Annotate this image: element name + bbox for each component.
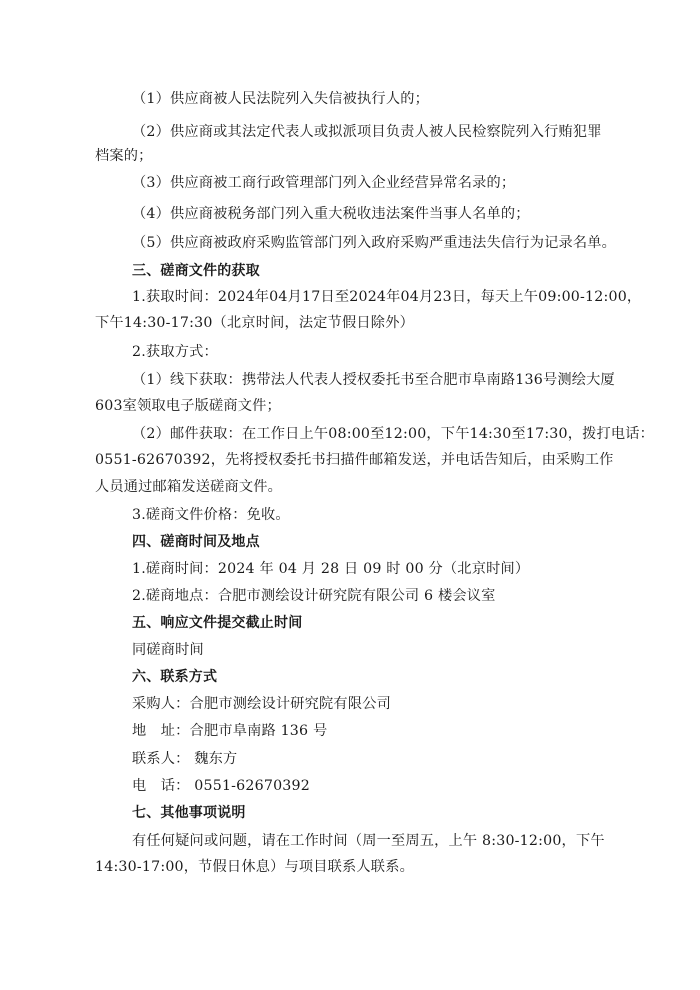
s3-line-4: （1）线下获取：携带法人代表人授权委托书至合肥市阜南路136号测绘大厦 [132,372,615,388]
item-3: （3）供应商被工商行政管理部门列入企业经营异常名录的； [132,175,516,191]
item-2-cont: 档案的； [95,148,153,164]
s3-line-5: 603室领取电子版磋商文件； [95,398,281,414]
item-1: （1）供应商被人民法院列入失信被执行人的； [132,91,429,107]
s3-line-2: 下午14:30-17:30（北京时间，法定节假日除外） [95,315,414,331]
s6-line-3: 联系人： 魏东方 [132,751,238,767]
section-4-title: 四、磋商时间及地点 [132,534,260,550]
s3-line-1: 1.获取时间：2024年04月17日至2024年04月23日，每天上午09:00-12:00， [132,289,642,305]
s3-line-9: 3.磋商文件价格：免收。 [132,507,290,523]
s6-line-1: 采购人：合肥市测绘设计研究院有限公司 [132,696,391,712]
item-2: （2）供应商或其法定代表人或拟派项目负责人被人民检察院列入行贿犯罪 [132,124,602,140]
item-4: （4）供应商被税务部门列入重大税收违法案件当事人名单的； [132,206,530,222]
s3-line-3: 2.获取方式： [132,344,218,360]
s4-line-2: 2.磋商地点：合肥市测绘设计研究院有限公司 6 楼会议室 [132,588,496,604]
s6-line-2: 地 址：合肥市阜南路 136 号 [132,723,328,739]
s6-line-4: 电 话： 0551-62670392 [132,778,310,794]
s5-line-1: 同磋商时间 [132,642,204,658]
s3-line-8: 人员通过邮箱发送磋商文件。 [95,479,283,495]
section-7-title: 七、其他事项说明 [132,805,246,821]
section-3-title: 三、磋商文件的获取 [132,263,260,279]
s4-line-1: 1.磋商时间：2024 年 04 月 28 日 09 时 00 分（北京时间） [132,561,530,577]
s3-line-7: 0551-62670392，先将授权委托书扫描件邮箱发送，并电话告知后，由采购工作 [95,452,614,468]
s7-line-2: 14:30-17:00，节假日休息）与项目联系人联系。 [95,859,414,875]
s3-line-6: （2）邮件获取：在工作日上午08:00至12:00，下午14:30至17:30，拨打电话： [132,426,655,442]
section-6-title: 六、联系方式 [132,669,218,685]
section-5-title: 五、响应文件提交截止时间 [132,615,303,631]
item-5: （5）供应商被政府采购监管部门列入政府采购严重违法失信行为记录名单。 [132,235,617,251]
s7-line-1: 有任何疑问或问题，请在工作时间（周一至周五，上午 8:30-12:00，下午 [132,833,605,849]
